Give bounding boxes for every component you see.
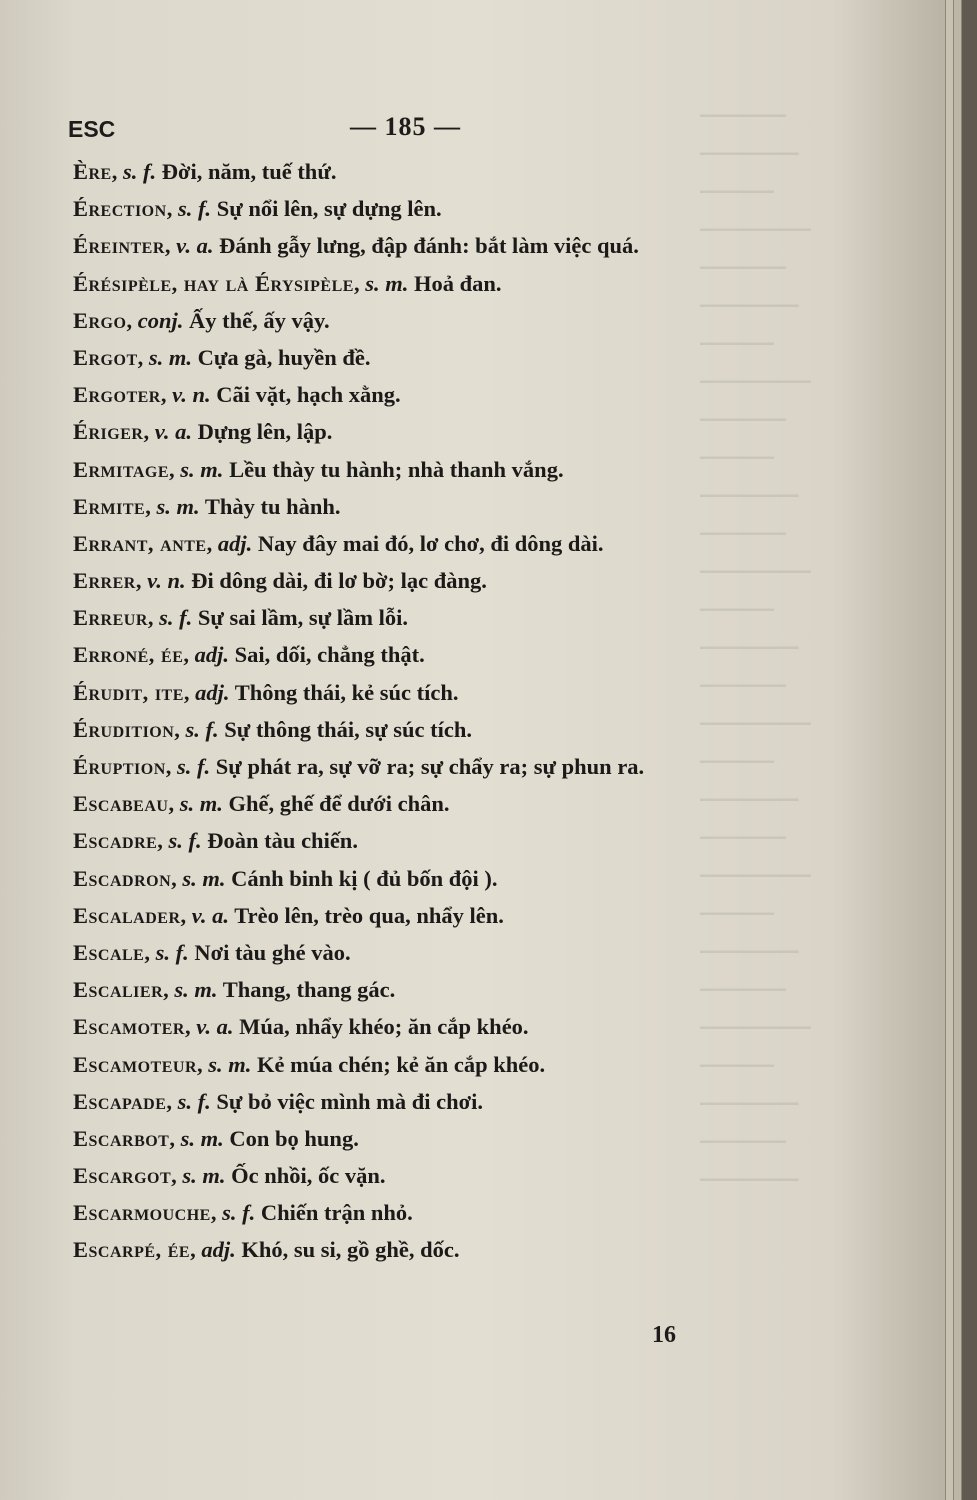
entry-definition: Khó, su si, gồ ghề, dốc. [241, 1237, 460, 1263]
dictionary-entry: Escabeau, s. m. Ghế, ghế để dưới chân. [73, 791, 450, 817]
entry-grammar: s. f. [222, 1200, 256, 1226]
entry-grammar: s. m. [182, 865, 226, 891]
dictionary-entry: Érudition, s. f. Sự thông thái, sự súc tích. [73, 716, 472, 742]
entry-grammar: adj. [217, 530, 253, 556]
dictionary-entry: Errer, v. n. Đi dông dài, đi lơ bờ; lạc đàng. [73, 568, 487, 594]
dictionary-entry: Escamoter, v. a. Múa, nhẩy khéo; ăn cắp khéo. [73, 1014, 529, 1040]
entry-grammar: s. m. [182, 1163, 226, 1189]
entry-definition: Con bọ hung. [229, 1125, 359, 1151]
dictionary-entry: Érudit, ite, adj. Thông thái, kẻ súc tích. [73, 679, 459, 705]
dictionary-entry: Ériger, v. a. Dựng lên, lập. [73, 419, 333, 445]
dictionary-entry: Ermite, s. m. Thày tu hành. [73, 493, 341, 519]
entry-definition: Sự thông thái, sự súc tích. [224, 716, 472, 742]
entry-grammar: v. a. [191, 902, 230, 928]
page-number: — 185 — [350, 112, 461, 141]
entry-definition: Chiến trận nhỏ. [260, 1200, 413, 1226]
entry-grammar: adj. [194, 642, 230, 668]
entry-headword: Escadron [73, 865, 172, 891]
dictionary-entry: Escapade, s. f. Sự bỏ việc mình mà đi chơi. [73, 1088, 484, 1114]
dictionary-entry: Escarpé, ée, adj. Khó, su si, gồ ghề, dốc. [73, 1237, 460, 1263]
entry-headword: Escamoter [73, 1014, 185, 1040]
entry-definition: Sự bỏ việc mình mà đi chơi. [216, 1088, 484, 1114]
entry-headword: Ergo [73, 307, 127, 333]
dictionary-entry: Ère, s. f. Đời, năm, tuế thứ. [73, 159, 337, 184]
entry-grammar: s. f. [177, 754, 211, 779]
entry-headword: Escadre [73, 828, 158, 854]
entry-headword: Escamoteur [73, 1051, 198, 1077]
entry-grammar: s. m. [365, 270, 409, 296]
entry-grammar: s. m. [156, 493, 200, 519]
entry-headword: Escargot [73, 1163, 172, 1189]
entry-definition: Nay đây mai đó, lơ chơ, đi dông dài. [257, 530, 604, 556]
entry-headword: Escapade [73, 1088, 167, 1114]
entry-definition: Cánh binh kị ( đủ bốn đội ). [231, 865, 498, 891]
entry-grammar: conj. [137, 307, 184, 333]
entry-definition: Múa, nhẩy khéo; ăn cắp khéo. [239, 1014, 529, 1040]
entry-headword: Erreur [73, 605, 148, 631]
dictionary-entry: Escargot, s. m. Ốc nhồi, ốc vặn. [73, 1163, 386, 1189]
entry-grammar: s. f. [168, 828, 202, 854]
entry-definition: Đi dông dài, đi lơ bờ; lạc đàng. [191, 568, 487, 594]
entry-headword: Ermite [73, 493, 146, 519]
dictionary-entry: Érection, s. f. Sự nổi lên, sự dựng lên. [73, 196, 442, 222]
entry-grammar: adj. [195, 679, 230, 705]
entry-headword: Escarpé, ée [73, 1237, 191, 1263]
entry-definition: Ốc nhồi, ốc vặn. [231, 1163, 386, 1189]
dictionary-entry: Éreinter, v. a. Đánh gẫy lưng, đập đánh: bắt làm việc quá. [73, 233, 639, 259]
dictionary-entry: Escamoteur, s. m. Kẻ múa chén; kẻ ăn cắp khéo. [73, 1051, 546, 1077]
entry-definition: Đánh gẫy lưng, đập đánh: bắt làm việc quá. [219, 233, 639, 259]
dictionary-entry: Erroné, ée, adj. Sai, dối, chẳng thật. [73, 642, 425, 668]
entry-grammar: adj. [201, 1237, 236, 1263]
entry-grammar: s. m. [180, 1125, 224, 1151]
entry-headword: Éruption [73, 754, 166, 779]
entry-headword: Érésipèle, hay là Érysipèle [73, 270, 354, 296]
entry-grammar: v. a. [196, 1014, 234, 1040]
entry-grammar: s. f. [177, 1088, 211, 1114]
entry-headword: Ergoter [73, 382, 161, 408]
entry-definition: Nơi tàu ghé vào. [194, 939, 351, 965]
entry-headword: Érudit, ite [73, 679, 184, 705]
entry-definition: Thang, thang gác. [222, 977, 396, 1003]
entry-headword: Érudition [73, 716, 175, 742]
entry-headword: Escalader [73, 902, 181, 928]
page-header [68, 112, 628, 144]
entry-headword: Éreinter [73, 233, 165, 259]
entry-grammar: v. a. [154, 419, 192, 445]
entry-headword: Escalier [73, 977, 164, 1003]
entry-headword: Escarmouche [73, 1200, 211, 1226]
dictionary-entry: Escalier, s. m. Thang, thang gác. [73, 977, 396, 1003]
entry-definition: Đời, năm, tuế thứ. [161, 159, 337, 184]
entry-grammar: s. f. [177, 196, 212, 222]
entry-definition: Kẻ múa chén; kẻ ăn cắp khéo. [257, 1051, 546, 1077]
running-head: ESC [68, 116, 116, 142]
dictionary-entry: Escadre, s. f. Đoàn tàu chiến. [73, 828, 358, 854]
entry-headword: Errant, ante [73, 530, 207, 556]
entry-grammar: s. f. [185, 716, 219, 742]
entry-grammar: v. a. [176, 233, 214, 259]
dictionary-entry: Érésipèle, hay là Érysipèle, s. m. Hoả đan. [73, 270, 502, 296]
entry-definition: Sự phát ra, sự vỡ ra; sự chẩy ra; sự phun ra. [215, 754, 645, 779]
dictionary-entry: Éruption, s. f. Sự phát ra, sự vỡ ra; sự chẩy ra; sự phun ra. [73, 754, 645, 779]
entry-definition: Thày tu hành. [204, 493, 341, 519]
entry-headword: Errer [73, 568, 136, 594]
entry-definition: Ấy thế, ấy vậy. [188, 307, 330, 333]
entry-definition: Lều thày tu hành; nhà thanh vắng. [229, 456, 564, 482]
entry-headword: Érection [73, 196, 167, 222]
dictionary-entries [73, 153, 793, 1269]
entry-definition: Đoàn tàu chiến. [207, 828, 358, 854]
bleed-through-text: ▁▁▁▁▁▁▁ ▁▁▁▁▁▁▁▁ ▁▁▁▁▁▁ ▁▁▁▁▁▁▁▁▁ ▁▁▁▁▁▁▁ ▁▁▁▁▁▁▁▁ ▁▁▁▁▁▁ ▁▁▁▁▁▁▁▁▁ ▁▁▁▁▁▁▁ ▁▁▁▁▁▁ ▁▁▁▁▁▁▁▁ ▁▁▁▁▁▁▁ ▁▁▁▁▁▁▁▁▁ ▁▁▁▁▁▁ ▁▁▁▁▁▁▁▁ ▁▁▁▁▁▁▁ ▁▁▁▁▁▁▁▁▁ ▁▁▁▁▁▁ ▁▁▁▁▁▁▁▁ ▁▁▁▁▁▁▁ ▁▁▁▁▁▁▁▁▁ ▁▁▁▁▁▁ ▁▁▁▁▁▁▁▁ ▁▁▁▁▁▁▁ ▁▁▁▁▁▁▁▁▁ ▁▁▁▁▁▁ ▁▁▁▁▁▁▁▁ ▁▁▁▁▁▁▁ ▁▁▁▁▁▁▁▁ [700, 100, 811, 1181]
entry-headword: Ergot [73, 344, 138, 370]
entry-definition: Sai, dối, chẳng thật. [234, 642, 425, 668]
entry-definition: Trèo lên, trèo qua, nhẩy lên. [234, 902, 504, 928]
dictionary-entry: Ergot, s. m. Cựa gà, huyền đề. [73, 344, 371, 370]
entry-headword: Escarbot [73, 1125, 170, 1151]
entry-definition: Cựa gà, huyền đề. [197, 344, 371, 370]
dictionary-entry: Ermitage, s. m. Lều thày tu hành; nhà thanh vắng. [73, 456, 564, 482]
entry-grammar: s. f. [155, 939, 189, 965]
signature-mark: 16 [652, 1322, 676, 1348]
entry-headword: Erroné, ée [73, 642, 184, 668]
dictionary-entry: Erreur, s. f. Sự sai lầm, sự lầm lỗi. [73, 605, 409, 631]
dictionary-entry: Escale, s. f. Nơi tàu ghé vào. [73, 939, 351, 965]
entry-grammar: s. m. [179, 791, 223, 817]
entry-definition: Ghế, ghế để dưới chân. [228, 791, 450, 817]
entry-grammar: s. m. [148, 344, 193, 370]
entry-headword: Ériger [73, 419, 144, 445]
dictionary-entry: Ergo, conj. Ấy thế, ấy vậy. [73, 307, 330, 333]
dictionary-entry: Escadron, s. m. Cánh binh kị ( đủ bốn đội ). [73, 865, 498, 891]
entry-grammar: s. f. [122, 159, 157, 184]
book-cover-edge [961, 0, 977, 1500]
dictionary-entry: Ergoter, v. n. Cãi vặt, hạch xằng. [73, 382, 401, 408]
entry-grammar: s. f. [159, 605, 193, 631]
entry-headword: Escale [73, 939, 145, 965]
entry-definition: Hoả đan. [413, 270, 502, 296]
entry-headword: Escabeau [73, 791, 169, 817]
entry-grammar: v. n. [172, 382, 211, 408]
entry-grammar: s. m. [208, 1051, 252, 1077]
entry-headword: Ermitage [73, 456, 170, 482]
entry-grammar: s. m. [180, 456, 224, 482]
dictionary-entry: Errant, ante, adj. Nay đây mai đó, lơ chơ, đi dông dài. [73, 530, 604, 556]
dictionary-entry: Escarmouche, s. f. Chiến trận nhỏ. [73, 1200, 413, 1226]
entry-definition: Dựng lên, lập. [197, 419, 333, 445]
entry-grammar: s. m. [174, 977, 218, 1003]
dictionary-entry: Escalader, v. a. Trèo lên, trèo qua, nhẩy lên. [73, 902, 504, 928]
entry-headword: Ère [73, 159, 112, 184]
dictionary-entry: Escarbot, s. m. Con bọ hung. [73, 1125, 359, 1151]
entry-definition: Sự nổi lên, sự dựng lên. [216, 196, 442, 222]
entry-definition: Cãi vặt, hạch xằng. [216, 382, 401, 408]
entry-definition: Sự sai lầm, sự lầm lỗi. [197, 605, 409, 631]
entry-definition: Thông thái, kẻ súc tích. [234, 679, 459, 705]
entry-grammar: v. n. [147, 568, 186, 594]
